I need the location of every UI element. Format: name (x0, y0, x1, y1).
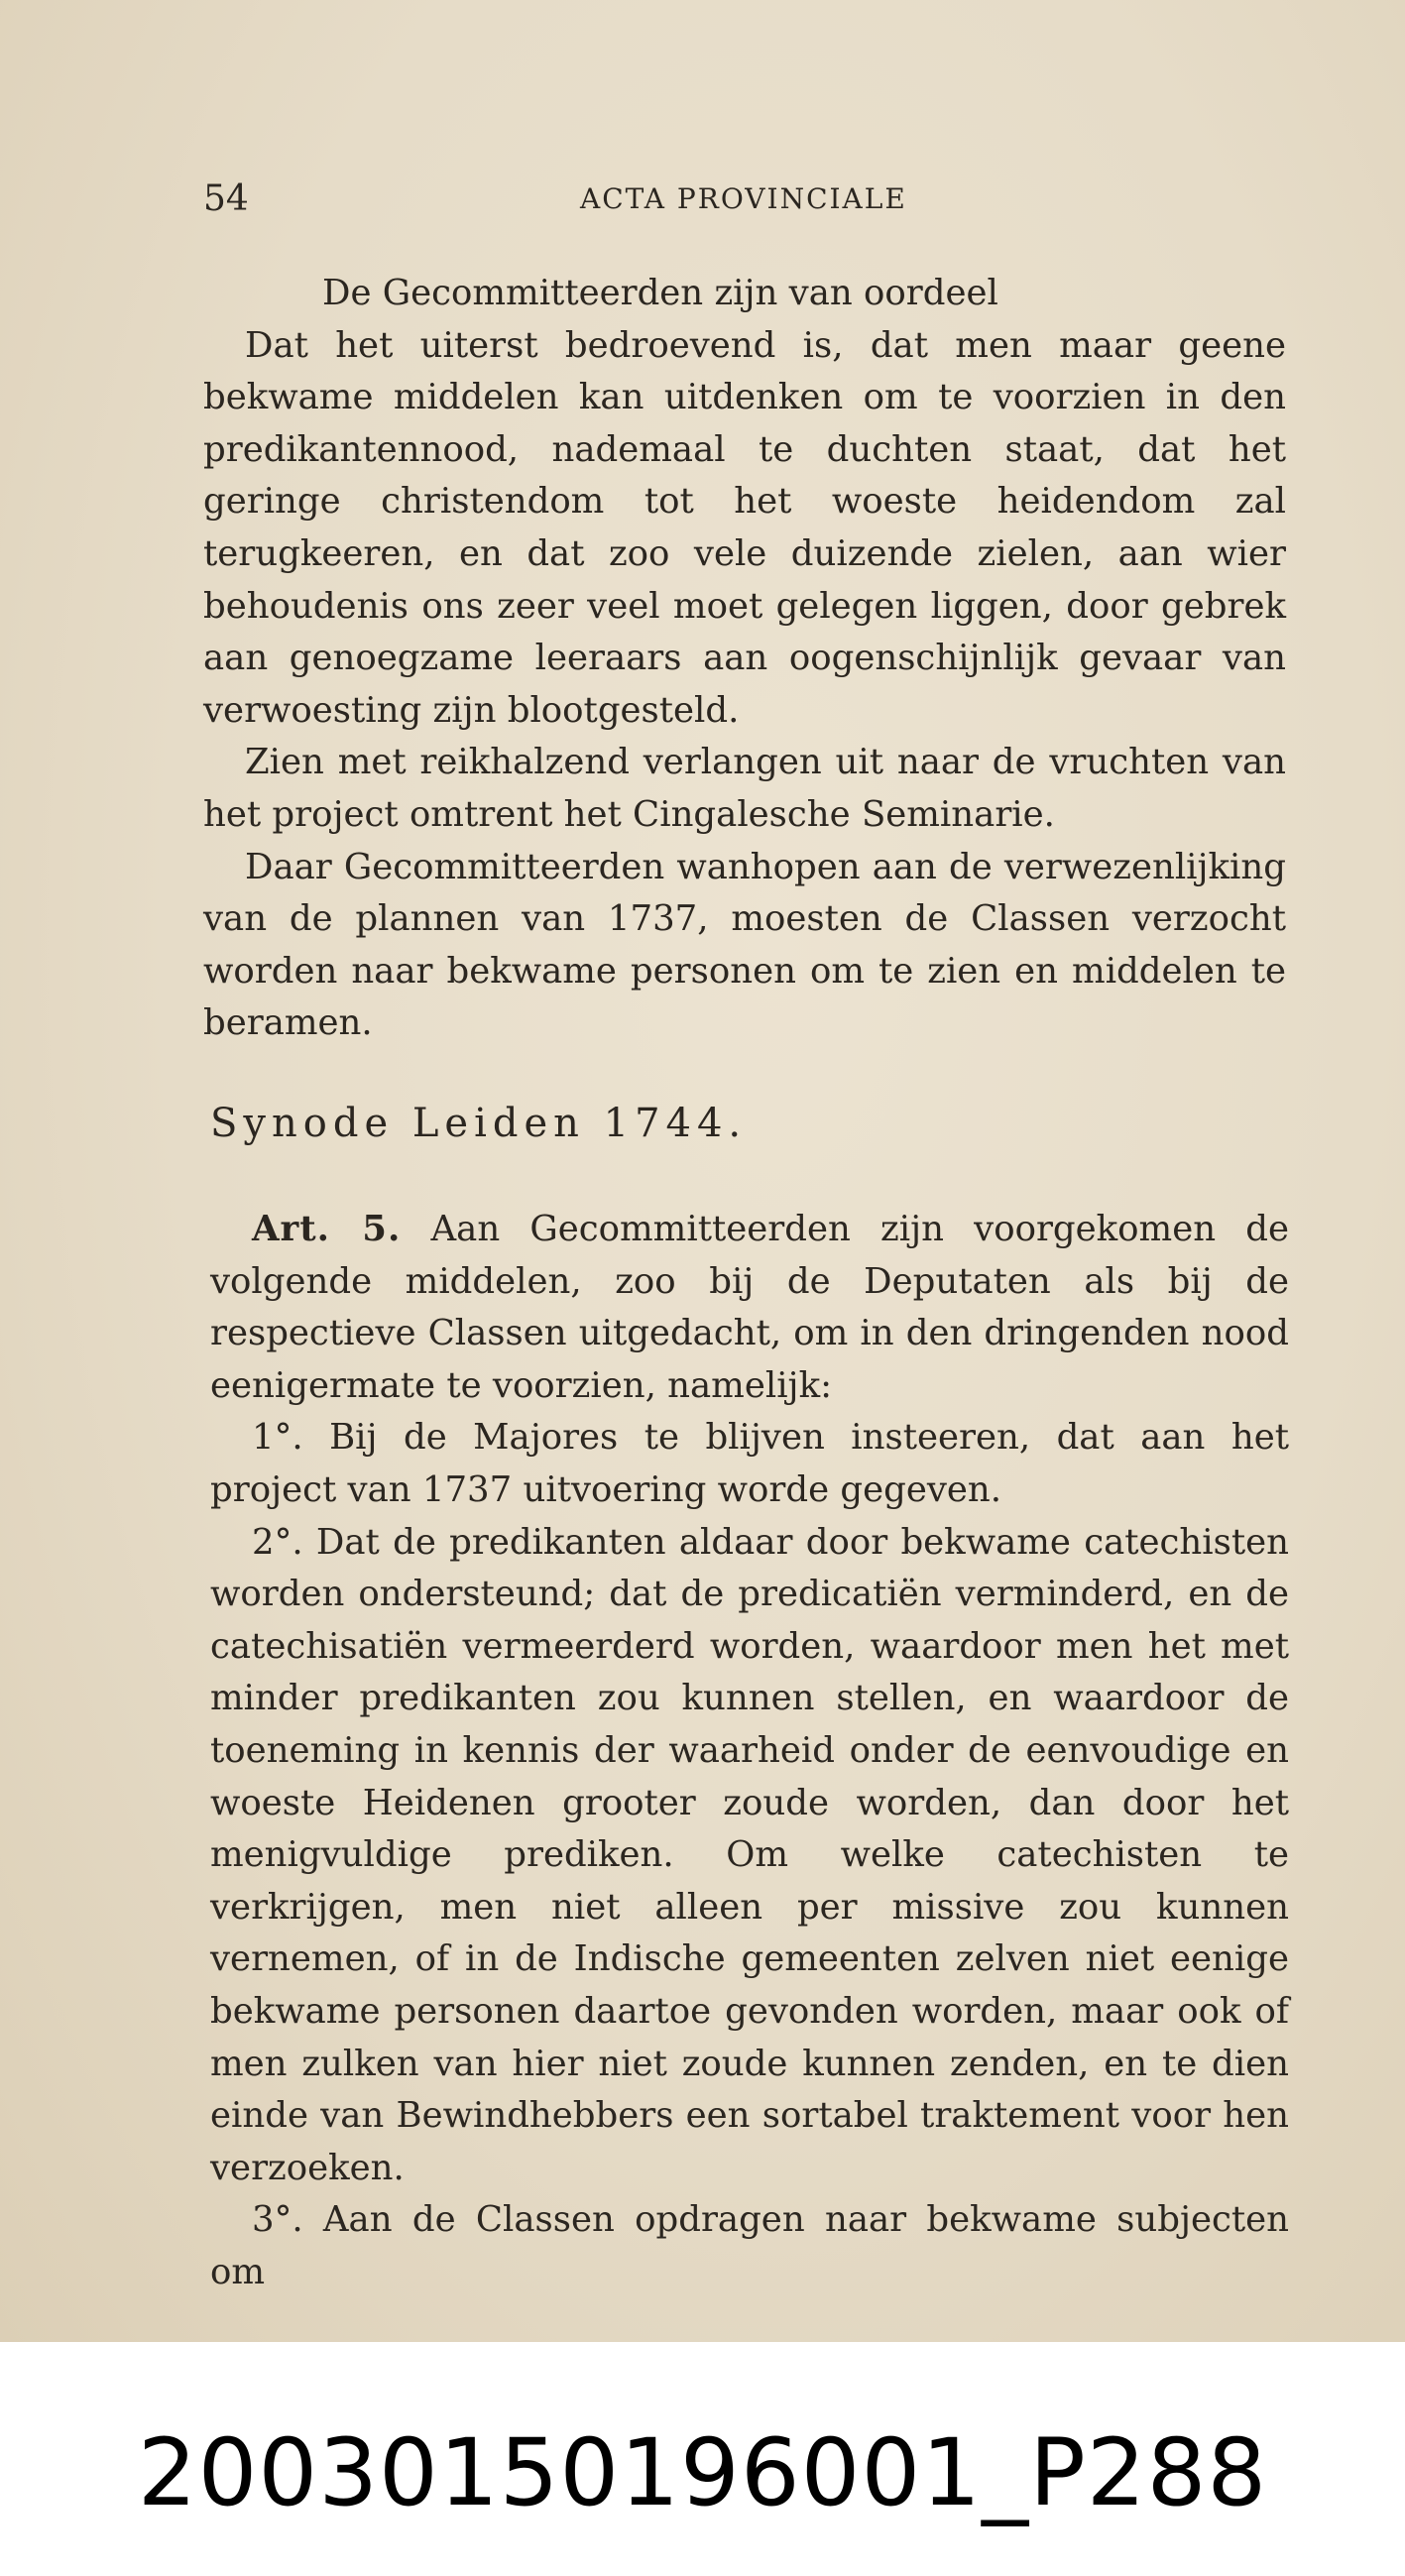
paragraph: Zien met reikhalzend verlangen uit naar de vruchten van het project omtrent het Cingalesche Seminarie. (203, 742, 1286, 835)
scan-identifier: 20030150196001_P288 (137, 2419, 1268, 2527)
page-number: 54 (203, 178, 249, 219)
page-header (0, 178, 1405, 228)
intro-line: De Gecommitteerden zijn van oordeel (322, 273, 998, 313)
synode-heading: Synode Leiden 1744. (210, 1101, 748, 1146)
body-section-1 (203, 268, 1286, 1050)
list-item: 3°. Aan de Classen opdragen naar bekwame subjecten om (210, 2199, 1289, 2292)
list-item: 1°. Bij de Majores te blijven insteeren, dat aan het project van 1737 uitvoering worde gegeven. (210, 1417, 1289, 1510)
body-section-2 (210, 1204, 1289, 2298)
running-head: ACTA PROVINCIALE (580, 182, 907, 215)
paragraph: Daar Gecommitteerden wanhopen aan de verwezenlijking van de plannen van 1737, moesten de Classen verzocht worden naar bekwame personen om te zien en middelen te beramen. (203, 846, 1286, 1044)
paragraph: Dat het uiterst bedroevend is, dat men maar geene bekwame middelen kan uitdenken om te voorzien in den predikantennood, nademaal te duchten staat, dat het geringe christendom tot het woeste heidendom zal terugkeeren, en dat zoo vele duizende zielen, aan wier behoudenis ons zeer veel moet gelegen liggen, door gebrek aan genoegzame leeraars aan oogenschijnlijk gevaar van verwoesting zijn blootgesteld. (203, 324, 1286, 731)
article-paragraph (210, 1204, 1289, 1412)
article-text: Aan Gecommitteerden zijn voorgekomen de volgende middelen, zoo bij de Deputaten als bij de respectieve Classen uitgedacht, om in den dringenden nood eenigermate te voorzien, namelijk: (210, 1209, 1289, 1406)
list-item: 2°. Dat de predikanten aldaar door bekwame catechisten worden ondersteund; dat de predicatiën verminderd, en de catechisatiën vermeerderd worden, waardoor men het met minder predikanten zou kunnen stellen, en waardoor de toeneming in kennis der waarheid onder de eenvoudige en woeste Heidenen grooter zoude worden, dan door het menigvuldige prediken. Om welke catechisten te verkrijgen, men niet alleen per missive zou kunnen vernemen, of in de Indische gemeenten zelven niet eenige bekwame personen daartoe gevonden worden, maar ook of men zulken van hier niet zoude kunnen zenden, en te dien einde van Bewindhebbers een sortabel traktement voor hen verzoeken. (210, 1521, 1289, 2188)
article-label: Art. 5. (252, 1209, 402, 1249)
